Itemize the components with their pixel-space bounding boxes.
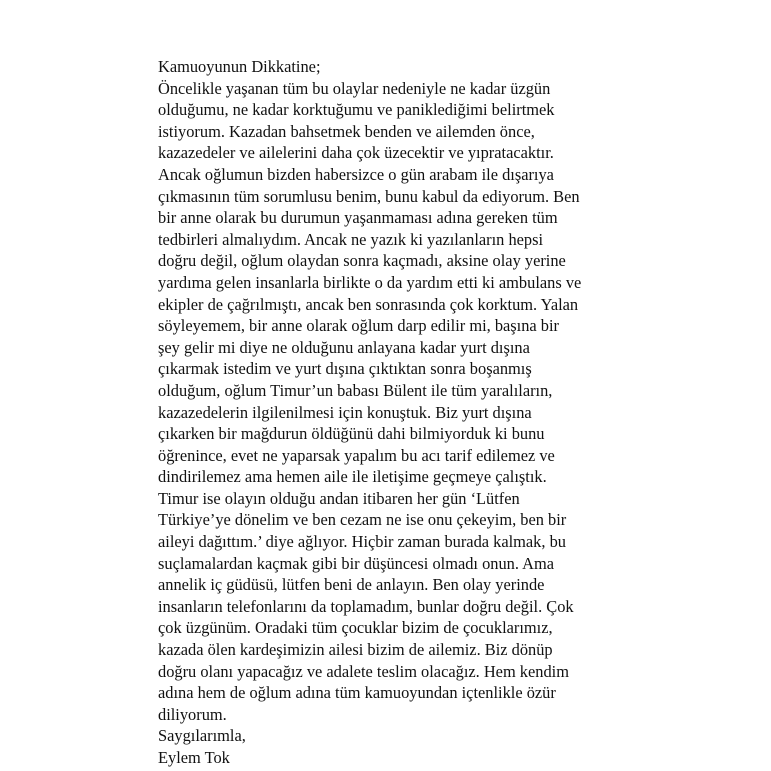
letter-body-line: söyleyemem, bir anne olarak oğlum darp edilir mi, başına bir (158, 316, 560, 336)
letter-body-line: istiyorum. Kazadan bahsetmek benden ve ailemden önce, (158, 121, 535, 141)
letter-body-line: aileyi dağıttım.’ diye ağlıyor. Hiçbir zaman burada kalmak, bu (158, 532, 566, 552)
letter-body-line: diliyorum. (158, 704, 227, 724)
letter-body-line: şey gelir mi diye ne olduğunu anlayana kadar yurt dışına (158, 337, 530, 357)
letter-body-line: Timur ise olayın olduğu andan itibaren her gün ‘Lütfen (158, 488, 520, 508)
letter-body-line: kazazedeler ve ailelerini daha çok üzecektir ve yıpratacaktır. (158, 143, 554, 163)
letter-body-line: çıkarken bir mağdurun öldüğünü dahi bilmiyorduk ki bunu (158, 424, 545, 444)
letter-body-line: doğru değil, oğlum olaydan sonra kaçmadı, aksine olay yerine (158, 251, 566, 271)
letter-body-line: Öncelikle yaşanan tüm bu olaylar nedeniyle ne kadar üzgün (158, 78, 551, 98)
letter-body-line: çıkmasının tüm sorumlusu benim, bunu kabul da ediyorum. Ben (158, 186, 580, 206)
letter-body-line: suçlamalardan kaçmak gibi bir düşüncesi olmadı onun. Ama (158, 553, 555, 573)
letter-body-line: annelik iç güdüsü, lütfen beni de anlayın. Ben olay yerinde (158, 575, 545, 595)
letter-body-line: yardıma gelen insanlarla birlikte o da yardım etti ki ambulans ve (158, 272, 582, 292)
letter-body-line: tedbirleri almalıydım. Ancak ne yazık ki yazılanların hepsi (158, 229, 544, 249)
letter-body-line: kazazedelerin ilgilenilmesi için konuştuk. Biz yurt dışına (158, 402, 532, 422)
letter-body-line: öğrenince, evet ne yaparsak yapalım bu acı tarif edilemez ve (158, 445, 555, 465)
public-statement-letter (158, 56, 628, 769)
letter-body-line: Ancak oğlumun bizden habersizce o gün arabam ile dışarıya (158, 164, 554, 184)
letter-salutation: Kamuoyunun Dikkatine; (158, 57, 321, 76)
letter-body-line: bir anne olarak bu durumun yaşanmaması adına gereken tüm (158, 208, 558, 228)
letter-body-line: çıkarmak istedim ve yurt dışına çıktıktan sonra boşanmış (158, 359, 532, 379)
letter-closing: Saygılarımla, (158, 726, 246, 746)
letter-body-line: olduğum, oğlum Timur’un babası Bülent ile tüm yaralıların, (158, 380, 553, 400)
letter-body-line: kazada ölen kardeşimizin ailesi bizim de ailemiz. Biz dönüp (158, 640, 553, 660)
letter-body-line: olduğumu, ne kadar korktuğumu ve paniklediğimi belirtmek (158, 100, 555, 120)
letter-body-line: ekipler de çağrılmıştı, ancak ben sonrasında çok korktum. Yalan (158, 294, 579, 314)
letter-body-line: Türkiye’ye dönelim ve ben cezam ne ise onu çekeyim, ben bir (158, 510, 567, 530)
letter-body-line: doğru olanı yapacağız ve adalete teslim olacağız. Hem kendim (158, 661, 569, 681)
letter-body-line: çok üzgünüm. Oradaki tüm çocuklar bizim de çocuklarımız, (158, 618, 553, 638)
letter-body-line: dindirilemez ama hemen aile ile iletişime geçmeye çalıştık. (158, 467, 547, 487)
letter-body-line: insanların telefonlarını da toplamadım, bunlar doğru değil. Çok (158, 596, 574, 616)
letter-signature-name: Eylem Tok (158, 748, 230, 767)
letter-body-line: adına hem de oğlum adına tüm kamuoyundan içtenlikle özür (158, 683, 556, 703)
